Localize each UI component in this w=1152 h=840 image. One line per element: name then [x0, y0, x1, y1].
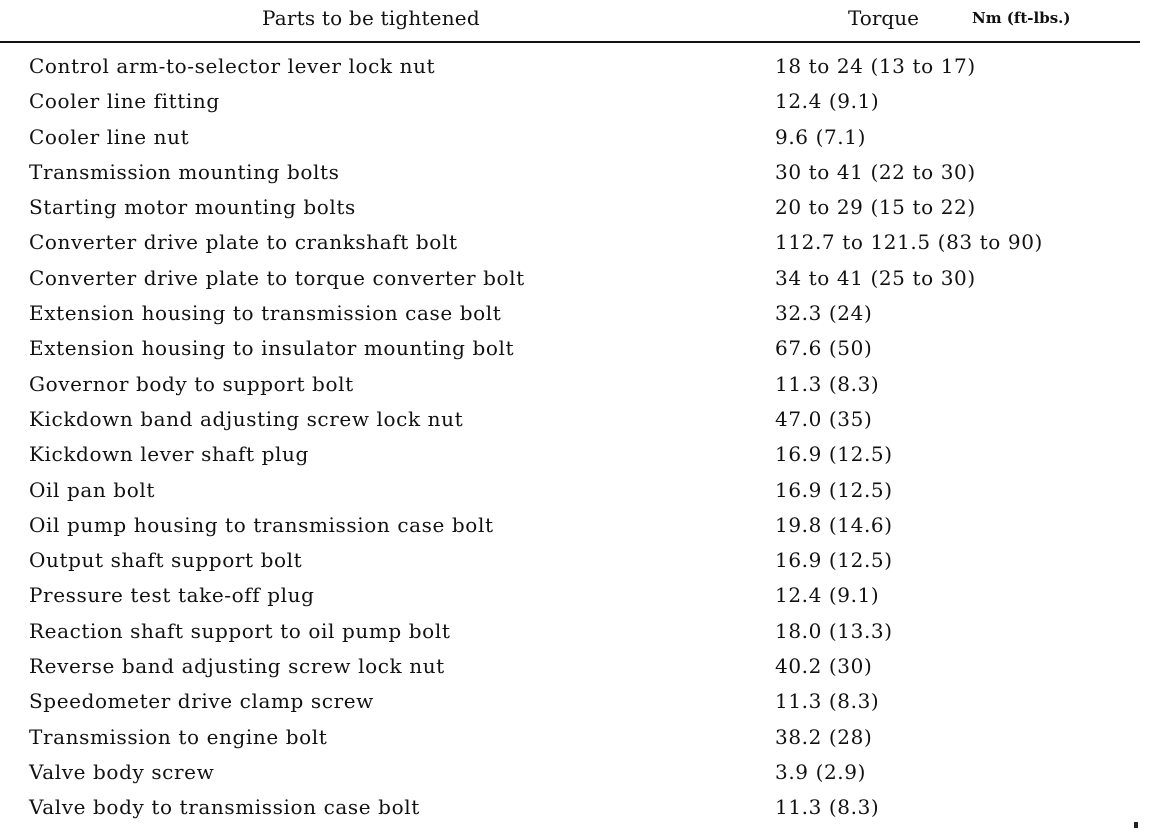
torque-value-cell: 18 to 24 (13 to 17) — [775, 54, 976, 78]
part-name-cell: Kickdown band adjusting screw lock nut — [29, 406, 464, 431]
table-row — [0, 368, 1152, 403]
table-row — [0, 756, 1152, 791]
torque-value-cell: 67.6 (50) — [775, 336, 873, 361]
table-row — [0, 544, 1152, 579]
table-row — [0, 226, 1152, 261]
torque-value-cell: 47.0 (35) — [775, 406, 873, 431]
table-row — [0, 50, 1152, 85]
torque-value-cell: 20 to 29 (15 to 22) — [775, 195, 976, 220]
part-name-cell: Starting motor mounting bolts — [29, 195, 356, 220]
part-name-cell: Speedometer drive clamp screw — [29, 689, 374, 714]
part-name-cell: Cooler line fitting — [29, 89, 220, 114]
table-row — [0, 791, 1152, 826]
torque-value-cell: 19.8 (14.6) — [775, 512, 893, 537]
table-row — [0, 650, 1152, 685]
torque-value-cell: 3.9 (2.9) — [775, 759, 866, 784]
part-name-cell: Converter drive plate to torque converter bolt — [29, 265, 525, 290]
units-column-header: Nm (ft-lbs.) — [972, 9, 1071, 27]
table-row — [0, 615, 1152, 650]
parts-column-header: Parts to be tightened — [262, 6, 480, 30]
torque-value-cell: 32.3 (24) — [775, 301, 873, 326]
table-row — [0, 509, 1152, 544]
part-name-cell: Reaction shaft support to oil pump bolt — [29, 618, 451, 643]
page-edge-mark — [1134, 822, 1138, 828]
part-name-cell: Converter drive plate to crankshaft bolt — [29, 230, 458, 255]
torque-value-cell: 9.6 (7.1) — [775, 124, 866, 149]
table-header — [0, 0, 1152, 42]
part-name-cell: Kickdown lever shaft plug — [29, 442, 309, 467]
table-row — [0, 579, 1152, 614]
part-name-cell: Transmission mounting bolts — [29, 159, 340, 184]
part-name-cell: Extension housing to insulator mounting bolt — [29, 336, 515, 361]
table-row — [0, 297, 1152, 332]
torque-value-cell: 40.2 (30) — [775, 654, 873, 679]
torque-value-cell: 34 to 41 (25 to 30) — [775, 265, 976, 290]
part-name-cell: Reverse band adjusting screw lock nut — [29, 654, 445, 679]
torque-value-cell: 16.9 (12.5) — [775, 477, 893, 502]
part-name-cell: Output shaft support bolt — [29, 548, 303, 573]
part-name-cell: Extension housing to transmission case bolt — [29, 301, 502, 326]
table-row — [0, 403, 1152, 438]
torque-value-cell: 112.7 to 121.5 (83 to 90) — [775, 230, 1043, 255]
table-row — [0, 685, 1152, 720]
torque-value-cell: 18.0 (13.3) — [775, 618, 893, 643]
torque-value-cell: 16.9 (12.5) — [775, 442, 893, 467]
torque-value-cell: 11.3 (8.3) — [775, 371, 880, 396]
table-row — [0, 474, 1152, 509]
table-row — [0, 85, 1152, 120]
torque-value-cell: 11.3 (8.3) — [775, 795, 880, 820]
table-row — [0, 156, 1152, 191]
table-row — [0, 121, 1152, 156]
torque-column-header: Torque — [848, 6, 919, 30]
part-name-cell: Governor body to support bolt — [29, 371, 354, 396]
torque-table-body — [0, 50, 1152, 827]
part-name-cell: Valve body to transmission case bolt — [29, 795, 420, 820]
torque-value-cell: 11.3 (8.3) — [775, 689, 880, 714]
torque-value-cell: 38.2 (28) — [775, 724, 873, 749]
torque-value-cell: 16.9 (12.5) — [775, 548, 893, 573]
part-name-cell: Cooler line nut — [29, 124, 190, 149]
table-row — [0, 262, 1152, 297]
torque-value-cell: 30 to 41 (22 to 30) — [775, 159, 976, 184]
part-name-cell: Valve body screw — [29, 759, 215, 784]
part-name-cell: Oil pan bolt — [29, 477, 155, 502]
torque-value-cell: 12.4 (9.1) — [775, 583, 880, 608]
part-name-cell: Control arm-to-selector lever lock nut — [29, 54, 436, 78]
torque-value-cell: 12.4 (9.1) — [775, 89, 880, 114]
table-row — [0, 438, 1152, 473]
table-row — [0, 191, 1152, 226]
header-divider — [0, 41, 1140, 43]
part-name-cell: Pressure test take-off plug — [29, 583, 315, 608]
part-name-cell: Oil pump housing to transmission case bolt — [29, 512, 494, 537]
table-row — [0, 332, 1152, 367]
table-row — [0, 721, 1152, 756]
part-name-cell: Transmission to engine bolt — [29, 724, 328, 749]
